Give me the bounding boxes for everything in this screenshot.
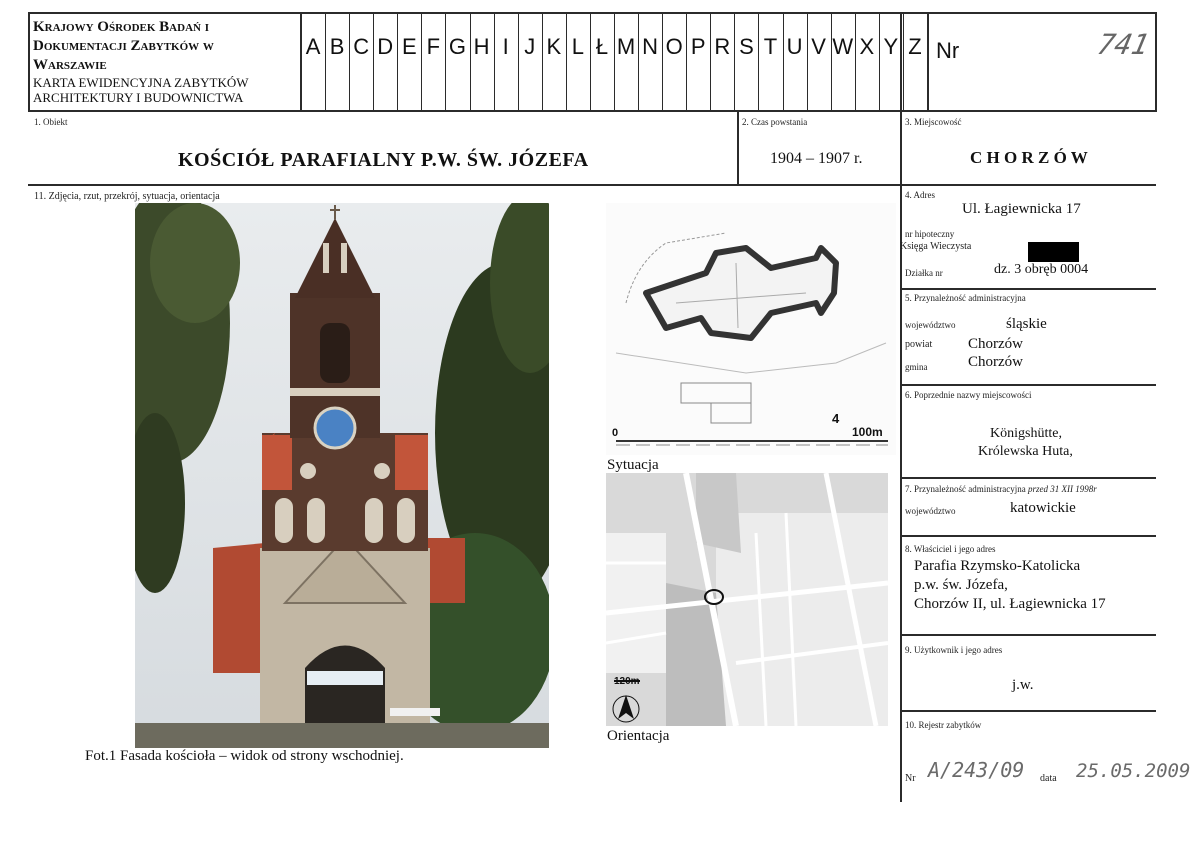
- poprzednie-label: 6. Poprzednie nazwy miejscowości: [905, 390, 1032, 400]
- rule-sec5-top: [900, 288, 1156, 290]
- letter-divider: [638, 12, 639, 112]
- nr-hipoteczny-label: nr hipoteczny: [905, 229, 955, 239]
- letter-divider: [542, 12, 543, 112]
- orientation-map: [606, 473, 888, 726]
- redacted-block: [1028, 242, 1079, 262]
- wlasciciel-line-2: p.w. św. Józefa,: [914, 577, 1008, 593]
- uzytkownik-label: 9. Użytkownik i jego adres: [905, 645, 1003, 655]
- powiat-label: powiat: [905, 339, 933, 350]
- letter-divider: [590, 12, 591, 112]
- uzytkownik-value: j.w.: [1012, 677, 1034, 693]
- situation-map: [606, 203, 896, 455]
- letter-divider: [349, 12, 350, 112]
- letter-6: G: [448, 34, 467, 59]
- letter-16: P: [690, 34, 706, 59]
- rule-left-header: [28, 12, 30, 112]
- czas-label: 2. Czas powstania: [742, 117, 808, 127]
- woj-przed-value: katowickie: [1010, 500, 1076, 516]
- rule-sec9-top: [900, 634, 1156, 636]
- rule-sec7-top: [900, 477, 1156, 479]
- letter-5: F: [426, 34, 441, 59]
- rule-nr-right: [1155, 12, 1157, 112]
- orientation-map-image: [606, 473, 888, 726]
- situation-caption: Sytuacja: [607, 457, 659, 473]
- letter-1: B: [329, 34, 345, 59]
- adres-value: Ul. Łagiewnicka 17: [962, 201, 1081, 217]
- scale-zero: 0: [612, 427, 619, 439]
- letter-divider: [518, 12, 519, 112]
- gmina-label: gmina: [905, 362, 928, 372]
- nr-value: 741: [1094, 28, 1153, 61]
- card-type: [33, 75, 249, 105]
- nr-label: Nr: [936, 38, 960, 63]
- przynaleznosc-przed-label: [905, 484, 1097, 494]
- rejestr-nr-label: Nr: [905, 773, 916, 784]
- letter-divider: [470, 12, 471, 112]
- rejestr-label: 10. Rejestr zabytków: [905, 720, 982, 730]
- rule-right-column: [900, 12, 902, 802]
- obiekt-value: KOŚCIÓŁ PARAFIALNY P.W. ŚW. JÓZEFA: [178, 149, 589, 171]
- church-facade-image: [135, 203, 549, 748]
- letter-divider: [494, 12, 495, 112]
- letter-20: U: [786, 34, 803, 59]
- rule-nr-top: [927, 12, 1156, 14]
- letter-21: V: [811, 34, 826, 59]
- letter-3: D: [377, 34, 394, 59]
- church-photo: [135, 203, 549, 748]
- letter-25: Z: [908, 34, 922, 59]
- letter-11: L: [571, 34, 584, 59]
- dzialka-label: Działka nr: [905, 268, 943, 278]
- letter-divider: [325, 12, 326, 112]
- rule-czas-left: [737, 110, 739, 186]
- letter-divider: [445, 12, 446, 112]
- woj-przed-label: województwo: [905, 506, 956, 516]
- letter-divider: [831, 12, 832, 112]
- obiekt-label: 1. Obiekt: [34, 117, 68, 127]
- letter-19: T: [763, 34, 778, 59]
- letter-divider: [662, 12, 663, 112]
- letter-divider: [855, 12, 856, 112]
- wlasciciel-line-1: Parafia Rzymsko-Katolicka: [914, 558, 1081, 574]
- poprzednie-value-2: Królewska Huta,: [978, 444, 1073, 459]
- letter-8: I: [502, 34, 509, 59]
- letter-15: O: [665, 34, 683, 59]
- institution-line-1: Krajowy Ośrodek Badań i: [33, 19, 209, 35]
- letter-17: R: [714, 34, 731, 59]
- institution-name: [33, 18, 214, 75]
- photos-section-label: 11. Zdjęcia, rzut, przekrój, sytuacja, orientacja: [34, 191, 220, 202]
- wlasciciel-line-3: Chorzów II, ul. Łagiewnicka 17: [914, 596, 1106, 612]
- letter-4: E: [401, 34, 417, 59]
- letter-divider: [421, 12, 422, 112]
- letter-divider: [397, 12, 398, 112]
- letter-14: N: [642, 34, 659, 59]
- rule-sec10-top: [900, 710, 1156, 712]
- letter-18: S: [739, 34, 754, 59]
- wlasciciel-label: 8. Właściciel i jego adres: [905, 544, 996, 554]
- letter-divider: [373, 12, 374, 112]
- scale-120: 120m: [614, 676, 640, 687]
- letter-divider: [903, 12, 904, 112]
- wojewodztwo-value: śląskie: [1006, 316, 1047, 332]
- card-line-2: ARCHITEKTURY I BUDOWNICTWA: [33, 90, 244, 105]
- wojewodztwo-label: województwo: [905, 320, 956, 330]
- letter-divider: [879, 12, 880, 112]
- miejscowosc-value: C H O R Z Ó W: [970, 148, 1088, 167]
- institution-line-3: Warszawie: [33, 57, 107, 73]
- rule-sec8-top: [900, 535, 1156, 537]
- letter-9: J: [524, 34, 536, 59]
- letter-12: Ł: [595, 34, 609, 59]
- letter-22: W: [832, 34, 854, 59]
- rule-nr-left: [927, 12, 929, 112]
- scale-100: 100m: [852, 425, 883, 439]
- dzialka-value: dz. 3 obręb 0004: [994, 262, 1089, 277]
- letter-divider: [686, 12, 687, 112]
- rejestr-data-label: data: [1040, 773, 1057, 784]
- rule-header-bottom: [28, 110, 1156, 112]
- letter-23: X: [859, 34, 875, 59]
- czas-value: 1904 – 1907 r.: [770, 150, 863, 167]
- letter-7: H: [473, 34, 490, 59]
- letter-divider: [758, 12, 759, 112]
- gmina-value: Chorzów: [968, 354, 1023, 370]
- letter-13: M: [616, 34, 636, 59]
- photo-caption: Fot.1 Fasada kościoła – widok od strony wschodniej.: [85, 748, 404, 764]
- letter-10: K: [546, 34, 562, 59]
- miejscowosc-label: 3. Miejscowość: [905, 117, 962, 127]
- rule-row1-bottom: [28, 184, 1156, 186]
- poprzednie-value-1: Königshütte,: [990, 426, 1062, 441]
- card-line-1: KARTA EWIDENCYJNA ZABYTKÓW: [33, 75, 249, 90]
- letter-24: Y: [883, 34, 899, 59]
- powiat-value: Chorzów: [968, 336, 1023, 352]
- przed-label-b: przed 31 XII 1998r: [1027, 484, 1097, 494]
- rule-top: [28, 12, 928, 14]
- institution-line-2: Dokumentacji Zabytków w: [33, 38, 214, 54]
- letter-divider: [734, 12, 735, 112]
- ksiega-label: Księga Wieczysta: [900, 241, 972, 252]
- adres-label: 4. Adres: [905, 190, 935, 200]
- rejestr-data-value: 25.05.2009: [1076, 760, 1191, 782]
- przynaleznosc-label: 5. Przynależność administracyjna: [905, 293, 1026, 303]
- letter-divider: [566, 12, 567, 112]
- letter-divider: [807, 12, 808, 112]
- rejestr-nr-value: A/243/09: [928, 758, 1025, 782]
- przed-label-a: 7. Przynależność administracyjna: [905, 484, 1026, 494]
- rule-institution-right: [300, 12, 302, 112]
- situation-plan-image: [606, 203, 896, 455]
- letter-0: A: [305, 34, 321, 59]
- letter-divider: [710, 12, 711, 112]
- letter-divider: [783, 12, 784, 112]
- letter-divider: [614, 12, 615, 112]
- north-arrow-icon: 4: [832, 411, 840, 426]
- orientation-caption: Orientacja: [607, 728, 670, 744]
- rule-sec6-top: [900, 384, 1156, 386]
- letter-2: C: [353, 34, 370, 59]
